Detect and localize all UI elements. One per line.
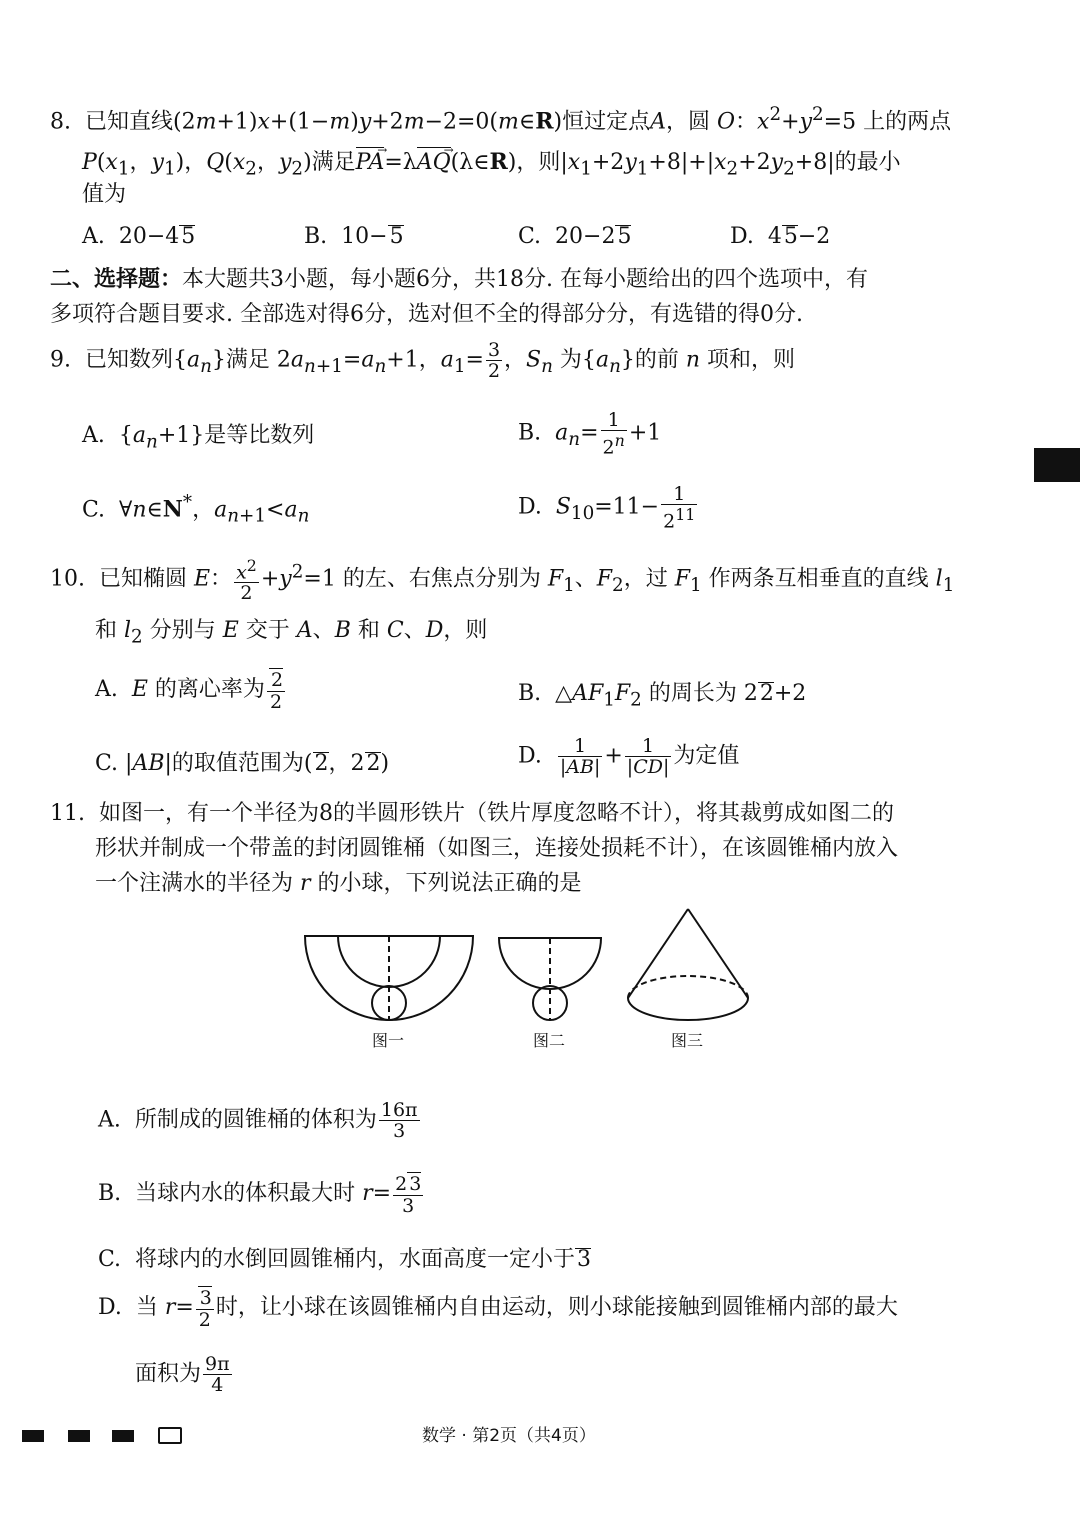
q11-option-d-line1: D. 当 r= $\frac{3}{2}$ 时，让小球在该圆锥桶内自由运动，则小球能接触到圆锥桶内部的最大 (98, 1287, 898, 1331)
q10-stem-line2: 和 $l_2$ 分别与 E 交于 A、B 和 C、D，则 (95, 618, 488, 648)
q10-option-b: B. $\triangle AF_1F_2$ 的周长为 22+2 (518, 681, 807, 711)
q8-stem-line1: 8. 已知直线(2m+1)x+(1−m)y+2m−2=0(m∈R)恒过定点A，圆 O：$x^2+y^2=5$ 上的两点 (50, 104, 952, 135)
q9-number: 9. (50, 347, 71, 373)
figure-1-semicircle-diagram (305, 936, 473, 1020)
q8-number: 8. (50, 109, 71, 135)
q11-stem-line3: 一个注满水的半径为 r 的小球，下列说法正确的是 (95, 871, 582, 896)
q8-stem-line2: $P(x_1$，$y_1$)，$Q(x_2$，$y_2$)满足PA →=λAQ →(λ∈R)，则$|x_1+2y_1+8|+|x_2+2y_2+8|$的最小 (82, 145, 901, 186)
q10-option-d: D. $\frac{1}{|AB|}$ + $\frac{1}{|CD|}$ 为定值 (518, 735, 740, 778)
q9-option-d: D. $S_{10}=11-$ $\frac{1}{2^{11}}$ (518, 483, 696, 533)
q10-option-c: C. |AB|的取值范围为(2，22) (95, 751, 390, 776)
q9-stem: 9. 已知数列$\{a_n\}$满足 $2a_{n+1}=a_n+1$，$a_1=$ $\frac{3}{2}$ ，$S_n$ 为$\{a_n\}$的前 n 项和，则 (50, 339, 796, 382)
footer-mark-4 (158, 1427, 182, 1444)
q10-option-a: A. E 的离心率为 $\frac{2}{2}$ (95, 669, 284, 713)
q10-number: 10. (50, 566, 85, 592)
section2-line2: 多项符合题目要求. 全部选对得6分，选对但不全的得部分分，有选错的得0分. (50, 302, 803, 327)
q10-stem-line1: 10. 已知椭圆 E： $\frac{x^2}{2}$ $+y^2=1$ 的左、右焦点分别为 $F_1$、$F_2$，过 $F_1$ 作两条互相垂直的直线 $l_1$ (50, 556, 955, 605)
q9-option-c: C. ∀n∈N*，$a_{n+1}<a_n$ (82, 492, 310, 527)
q8-option-d: D. 45−2 (730, 224, 831, 249)
q11-option-b: B. 当球内水的体积最大时 r= $\frac{2 3}{3}$ (98, 1173, 422, 1217)
q8-option-c: C. 20−25 (518, 224, 632, 249)
figure-3-cone-diagram (628, 909, 748, 1020)
q11-option-a: A. 所制成的圆锥桶的体积为 $\frac{16\pi}{3}$ (98, 1099, 418, 1142)
figure-2-cut-shape-diagram (499, 938, 601, 1020)
q9-option-b: B. $a_n=$ $\frac{1}{2^n}$ +1 (518, 409, 662, 459)
q11-number: 11. (50, 801, 85, 826)
q11-option-c: C. 将球内的水倒回圆锥桶内，水面高度一定小于3 (98, 1247, 592, 1272)
footer-mark-3 (112, 1430, 134, 1442)
q11-stem-line1: 11. 如图一，有一个半径为8的半圆形铁片（铁片厚度忽略不计），将其裁剪成如图二的 (50, 801, 894, 826)
figure-2-label: 图二 (533, 1031, 566, 1050)
section2-line1: 二、选择题：本大题共3小题，每小题6分，共18分. 在每小题给出的四个选项中，有 (50, 267, 868, 292)
figure-1-label: 图一 (372, 1031, 405, 1050)
registration-mark (1034, 448, 1080, 482)
footer-mark-1 (22, 1430, 44, 1442)
q11-stem-line2: 形状并制成一个带盖的封闭圆锥桶（如图三，连接处损耗不计），在该圆锥桶内放入 (95, 836, 899, 861)
q8-option-b: B. 10−5 (304, 224, 404, 249)
q8-option-a: A. 20−45 (82, 224, 196, 249)
figure-3-label: 图三 (671, 1031, 704, 1050)
q11-option-d-line2: 面积为 $\frac{9\pi}{4}$ (135, 1353, 230, 1396)
footer-mark-2 (68, 1430, 90, 1442)
q8-stem-line3: 值为 (82, 182, 127, 207)
section2-heading: 二、选择题： (50, 267, 183, 292)
page-footer: 数学 · 第2页（共4页） (422, 1426, 596, 1446)
q9-option-a: A. $\{a_n+1\}$是等比数列 (82, 423, 315, 453)
